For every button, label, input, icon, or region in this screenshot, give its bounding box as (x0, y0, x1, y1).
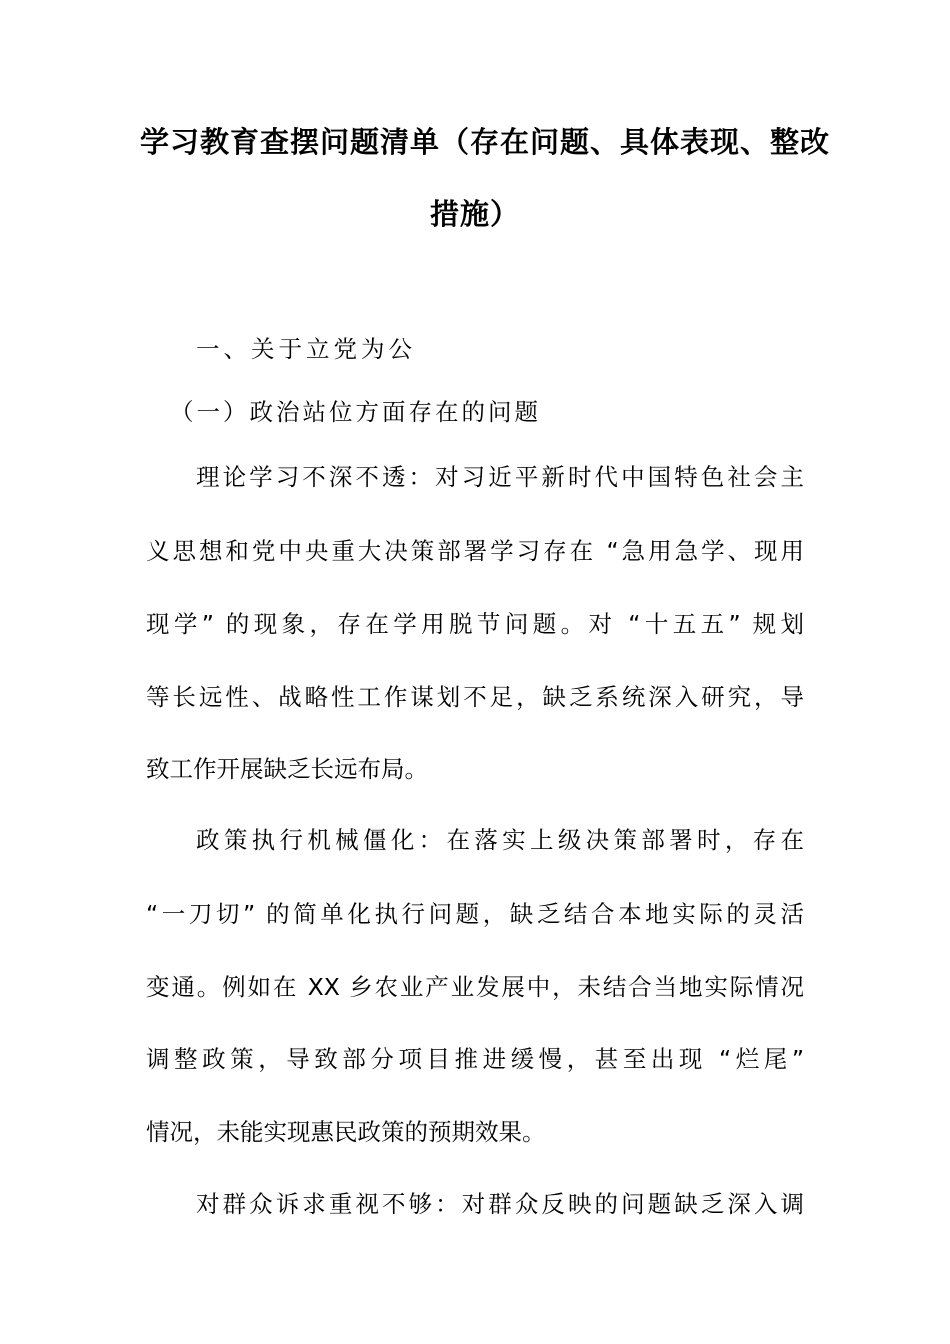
paragraph-line: 对群众诉求重视不够：对群众反映的问题缺乏深入调 (196, 1190, 804, 1218)
paragraph-line: 情况，未能实现惠民政策的预期效果。 (146, 1118, 546, 1146)
document-title-line-1: 学习教育查摆问题清单（存在问题、具体表现、整改 (140, 125, 831, 159)
paragraph-line: 义思想和党中央重大决策部署学习存在 “急用急学、现用 (146, 537, 804, 565)
paragraph-line: 等长远性、战略性工作谋划不足，缺乏系统深入研究，导 (146, 683, 804, 711)
paragraph-line: 理论学习不深不透：对习近平新时代中国特色社会主 (196, 463, 804, 491)
paragraph-line: 政策执行机械僵化：在落实上级决策部署时，存在 (196, 826, 804, 854)
paragraph-line: 调整政策，导致部分项目推进缓慢，甚至出现 “烂尾” (146, 1045, 804, 1073)
paragraph-line: 致工作开展缺乏长远布局。 (146, 755, 428, 783)
paragraph-line: 现学” 的现象，存在学用脱节问题。对 “十五五” 规划 (146, 610, 804, 638)
subsection-heading: （一）政治站位方面存在的问题 (170, 398, 541, 426)
paragraph-line: “一刀切” 的简单化执行问题，缺乏结合本地实际的灵活 (146, 900, 804, 928)
paragraph-line: 变通。例如在 XX 乡农业产业发展中，未结合当地实际情况 (146, 973, 804, 1001)
document-title-line-2: 措施） (429, 197, 520, 231)
section-heading: 一、关于立党为公 (196, 335, 416, 363)
